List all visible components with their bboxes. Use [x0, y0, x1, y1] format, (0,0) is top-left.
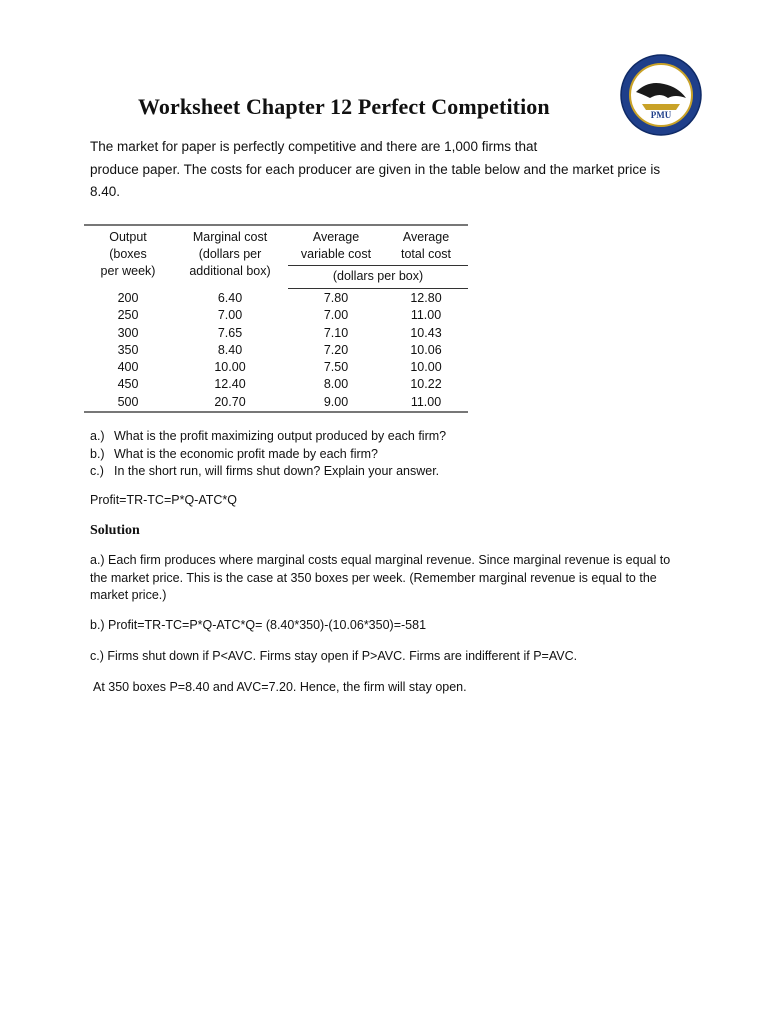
cell-mc: 6.40	[217, 290, 243, 305]
header-output: Output (boxes per week)	[100, 230, 156, 278]
cell-output: 450	[117, 377, 139, 392]
cell-output: 400	[117, 360, 139, 375]
header-marginal-cost: Marginal cost (dollars per additional box)	[189, 230, 271, 278]
solution-conclusion: At 350 boxes P=8.40 and AVC=7.20. Hence, the firm will stay open.	[93, 680, 467, 694]
cell-mc: 20.70	[214, 394, 246, 409]
cell-output: 200	[117, 290, 139, 305]
intro-line: The market for paper is perfectly competitive and there are 1,000 firms that	[90, 139, 538, 154]
cell-output: 300	[117, 325, 139, 340]
cell-mc: 12.40	[214, 377, 246, 392]
question-item	[90, 446, 690, 464]
solution-line: market price.)	[90, 588, 167, 602]
question-label: c.)	[90, 464, 104, 478]
cell-atc: 12.80	[410, 291, 442, 305]
cell-mc: 8.40	[217, 342, 243, 357]
cell-mc: 10.00	[214, 360, 246, 375]
question-list	[90, 428, 690, 481]
table-row	[84, 289, 468, 308]
table-row	[84, 376, 468, 393]
cell-avc: 9.00	[323, 394, 349, 409]
cell-avc: 7.80	[323, 291, 349, 305]
cell-output: 500	[117, 394, 139, 409]
cell-atc: 10.43	[410, 325, 442, 340]
intro-line: produce paper. The costs for each producer are given in the table below and the market price is	[90, 161, 661, 177]
table-row	[84, 325, 468, 342]
cell-mc: 7.00	[217, 308, 243, 323]
cell-atc: 11.00	[410, 308, 442, 323]
cell-atc: 11.00	[410, 394, 442, 409]
cell-avc: 7.00	[323, 308, 349, 323]
page-title: Worksheet Chapter 12 Perfect Competition	[138, 94, 550, 119]
table-row	[84, 342, 468, 359]
table-row	[84, 307, 468, 324]
intro-paragraph	[90, 136, 690, 204]
question-item	[90, 463, 690, 481]
cell-mc: 7.65	[217, 325, 243, 340]
header-unit: (dollars per box)	[288, 266, 468, 289]
cell-atc: 10.22	[410, 377, 442, 392]
cell-avc: 7.50	[323, 360, 349, 375]
intro-line: 8.40.	[90, 184, 121, 199]
cell-output: 350	[117, 342, 139, 357]
cell-output: 250	[117, 308, 139, 323]
cell-atc: 10.06	[410, 342, 442, 357]
cell-atc: 10.00	[410, 360, 442, 375]
solution-heading: Solution	[90, 523, 140, 538]
cell-avc: 7.10	[323, 325, 349, 340]
table-row	[84, 359, 468, 376]
question-label: a.)	[90, 429, 105, 443]
question-text: What is the profit maximizing output produced by each firm?	[114, 429, 447, 443]
solution-a	[90, 552, 690, 605]
question-text: In the short run, will firms shut down? Explain your answer.	[114, 464, 440, 478]
cell-avc: 7.20	[323, 342, 349, 357]
question-label: b.)	[90, 446, 105, 461]
header-avc: Average variable cost	[300, 230, 372, 261]
question-item	[90, 428, 690, 446]
solution-b: b.) Profit=TR-TC=P*Q-ATC*Q= (8.40*350)-(10.06*350)=-581	[90, 618, 427, 632]
solution-line: a.) Each firm produces where marginal costs equal marginal revenue. Since marginal revenue is equal to	[90, 553, 671, 567]
cell-avc: 8.00	[323, 377, 349, 392]
cost-table	[84, 224, 468, 413]
header-atc: Average total cost	[400, 230, 452, 261]
logo-text: PMU	[650, 110, 672, 120]
question-text: What is the economic profit made by each firm?	[114, 446, 379, 461]
solution-c: c.) Firms shut down if P<AVC. Firms stay open if P>AVC. Firms are indifferent if P=AVC.	[90, 649, 578, 663]
table-row	[84, 394, 468, 412]
solution-line: the market price. This is the case at 350 boxes per week. (Remember marginal revenue is equal to the	[90, 570, 657, 585]
university-logo	[620, 54, 702, 136]
profit-formula: Profit=TR-TC=P*Q-ATC*Q	[90, 493, 238, 507]
